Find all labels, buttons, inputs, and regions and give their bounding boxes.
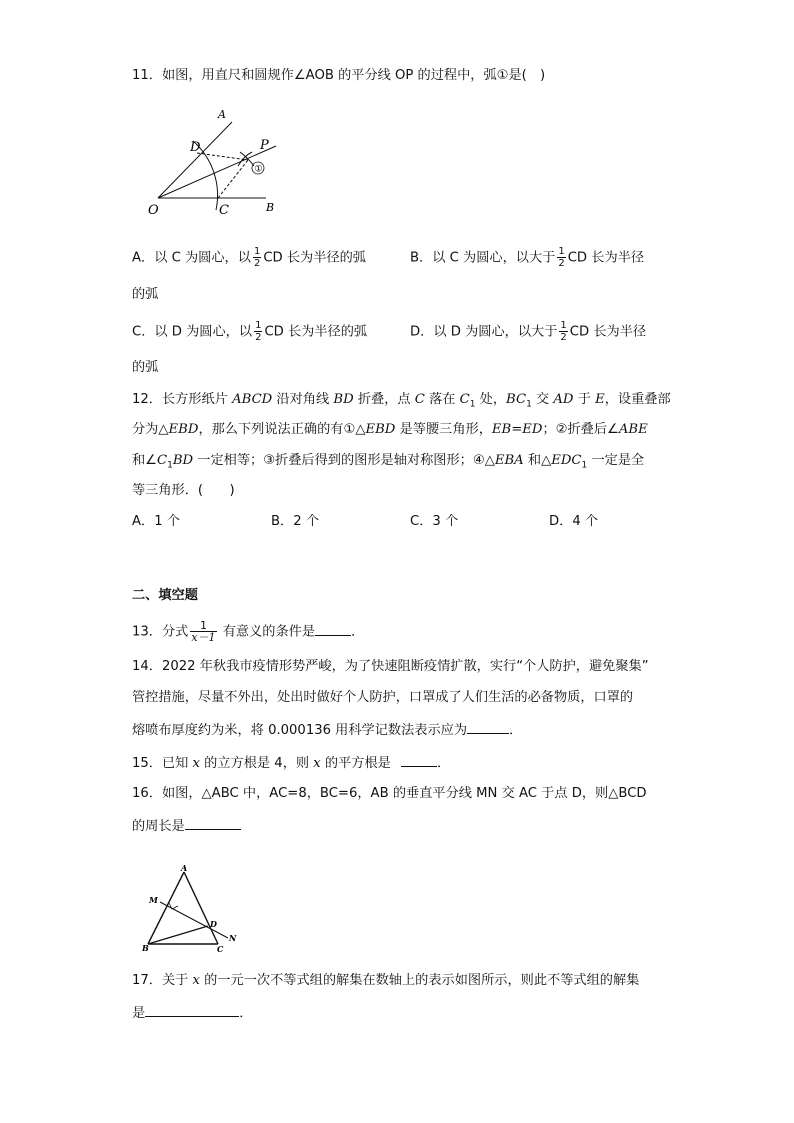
label-one: ① xyxy=(254,164,263,175)
q12-line3: 和$\angle C_1BD$ 一定相等；③折叠后得到的图形是轴对称图形；④△EBA 和$\triangle EDC_1$ 一定是全 xyxy=(132,453,645,471)
q12-line4: 等三角形．( ) xyxy=(132,483,235,498)
label-p: P xyxy=(260,138,269,153)
label-n: N xyxy=(229,933,237,943)
fraction-half: $\frac{1}{2}$ xyxy=(558,246,565,269)
q12-line2: 分为△EBD，那么下列说法正确的有①△EBD 是等腰三角形，EB=ED；②折叠后∠ABE xyxy=(132,422,648,437)
q11-stem: 11．如图，用直尺和圆规作∠AOB 的平分线 OP 的过程中，弧①是( ) xyxy=(132,68,546,83)
q11-option-a[interactable]: A．以 C 为圆心，以 $\frac{1}{2}$ CD 长为半径的弧 xyxy=(132,246,366,269)
q14-line2: 管控措施，尽量不外出，处出时做好个人防护，口罩成了人们生活的必备物质，口罩的 xyxy=(132,690,634,705)
right-angle-mark xyxy=(169,903,178,909)
q16-figure xyxy=(138,862,248,954)
q12-option-d[interactable]: D．4 个 xyxy=(549,514,599,529)
line-bd xyxy=(148,926,208,944)
label-d: D xyxy=(190,140,201,155)
q17-line1: 17．关于 x 的一元一次不等式组的解集在数轴上的表示如图所示，则此不等式组的解集 xyxy=(132,973,640,988)
q12-option-b[interactable]: B．2 个 xyxy=(271,514,320,529)
q13: 13．分式 $\frac{1}{x-1}$ 有意义的条件是 ． xyxy=(132,619,365,644)
dash-cp xyxy=(218,160,248,198)
section-heading: 二、填空题 xyxy=(132,588,198,603)
q16-answer-blank[interactable] xyxy=(185,815,241,830)
arc-1 xyxy=(238,152,252,166)
label-d: D xyxy=(210,919,217,929)
label-b: B xyxy=(266,201,275,214)
q13-fraction: $\frac{1}{x-1}$ xyxy=(191,619,216,644)
label-m: M xyxy=(149,895,158,905)
label-c: C xyxy=(219,203,229,218)
label-b: B xyxy=(142,943,149,953)
q11-option-d-cont: 的弧 xyxy=(132,360,159,375)
q11-option-d[interactable]: D．以 D 为圆心，以大于 $\frac{1}{2}$ CD 长为半径 xyxy=(410,320,647,343)
q13-answer-blank[interactable] xyxy=(315,621,351,636)
q11-option-b-cont: 的弧 xyxy=(132,287,159,302)
q15: 15．已知 x 的立方根是 4，则 x 的平方根是 ． xyxy=(132,752,450,774)
side-ac xyxy=(184,872,218,944)
q15-answer-blank[interactable] xyxy=(401,752,437,767)
label-a: A xyxy=(218,108,226,121)
label-c: C xyxy=(217,944,224,954)
q11-option-c[interactable]: C．以 D 为圆心，以 $\frac{1}{2}$ CD 长为半径的弧 xyxy=(132,320,368,343)
q17-answer-blank[interactable] xyxy=(145,1002,239,1017)
q14-line1: 14．2022 年秋我市疫情形势严峻，为了快速阻断疫情扩散，实行“个人防护，避免聚集” xyxy=(132,659,649,674)
q12-line1: 12．长方形纸片 ABCD 沿对角线 BD 折叠，点 C 落在 $C_1$ 处，$BC_1$ 交 AD 于 E，设重叠部 xyxy=(132,392,671,410)
ray-oa xyxy=(158,122,232,198)
q11-figure xyxy=(140,100,300,220)
fraction-half: $\frac{1}{2}$ xyxy=(560,320,567,343)
q14-answer-blank[interactable] xyxy=(467,719,509,734)
q17-line2: 是 ． xyxy=(132,1002,252,1024)
q14-line3: 熔喷布厚度约为米，将 0.000136 用科学记数法表示应为 ． xyxy=(132,719,522,741)
label-o: O xyxy=(148,203,159,218)
q12-option-c[interactable]: C．3 个 xyxy=(410,514,459,529)
label-a: A xyxy=(181,863,188,873)
q12-option-a[interactable]: A．1 个 xyxy=(132,514,180,529)
dash-dp xyxy=(197,153,248,160)
fraction-half: $\frac{1}{2}$ xyxy=(255,320,262,343)
q11-option-b[interactable]: B．以 C 为圆心，以大于 $\frac{1}{2}$ CD 长为半径 xyxy=(410,246,645,269)
line-mn xyxy=(160,902,228,938)
fraction-half: $\frac{1}{2}$ xyxy=(253,246,261,269)
q16-line2: 的周长是 xyxy=(132,815,241,837)
side-ab xyxy=(148,872,184,944)
q16-line1: 16．如图，△ABC 中，AC=8，BC=6，AB 的垂直平分线 MN 交 AC 于点 D，则△BCD xyxy=(132,786,647,801)
